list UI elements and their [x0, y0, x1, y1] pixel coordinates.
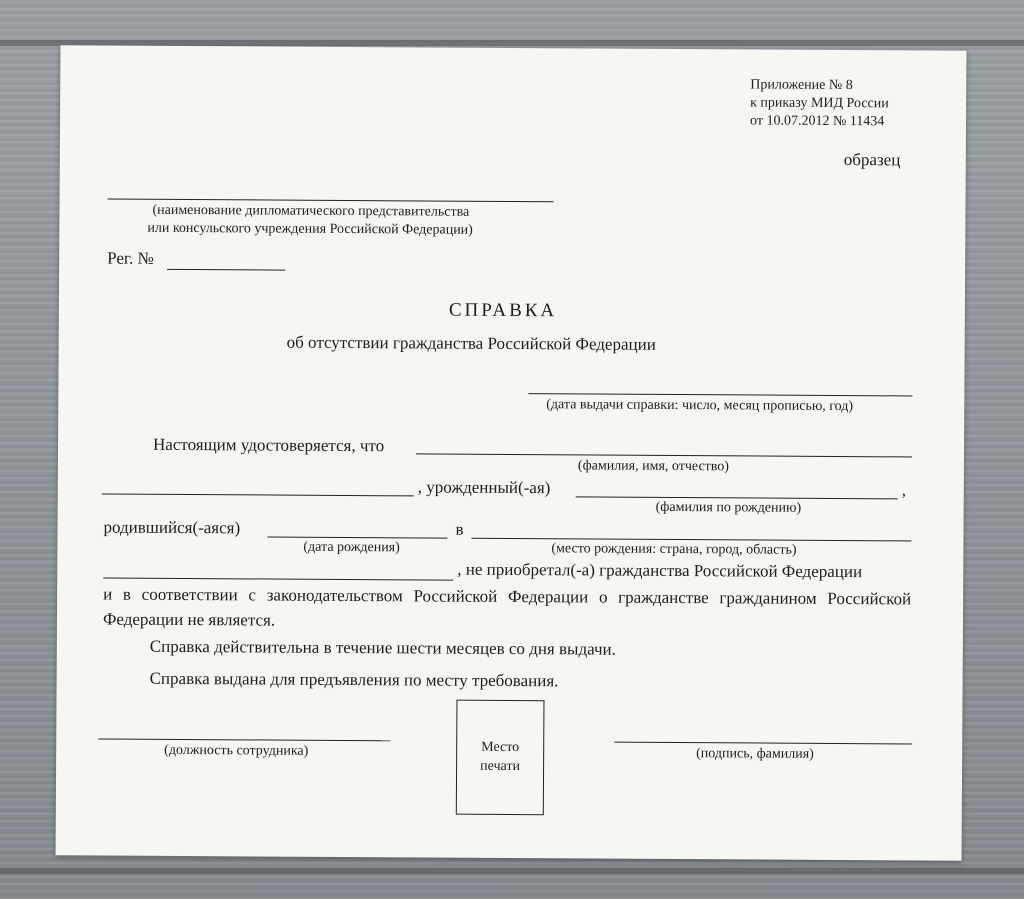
document-title: СПРАВКА [448, 299, 558, 322]
appendix-line-3: от 10.07.2012 № 11434 [749, 113, 885, 130]
document-subtitle: об отсутствии гражданства Российской Федерации [286, 332, 656, 354]
issue-date-caption: (дата выдачи справки: число, месяц прописью, год) [546, 397, 854, 415]
in-label: в [455, 519, 464, 539]
additional-info-line [103, 578, 453, 581]
reg-number-label: Рег. № [107, 248, 154, 268]
issue-date-line [528, 393, 912, 396]
law-paragraph: и в соответствии с законодательством Российской Федерации о гражданстве гражданином Российской Федерации не является. [102, 584, 912, 630]
birth-date-caption: (дата рождения) [303, 539, 400, 556]
fio-caption: (фамилия, имя, отчество) [577, 458, 730, 475]
birth-place-line [471, 538, 911, 542]
birth-date-line [267, 537, 447, 539]
not-acquired-text: , не приобретал(-а) гражданства Российской Федерации [457, 559, 863, 582]
wood-plank-gap-bottom [0, 868, 1024, 874]
institution-name-line [108, 199, 554, 203]
birth-place-caption: (место рождения: страна, город, область) [551, 541, 797, 558]
birth-name-comma: , [901, 480, 907, 500]
born-as-label: , урожденный(-ая) [417, 477, 551, 498]
birth-name-caption: (фамилия по рождению) [655, 499, 802, 516]
institution-caption-line-2: или консульского учреждения Российской Федерации) [147, 220, 473, 238]
signature-caption: (подпись, фамилия) [696, 746, 814, 762]
position-caption: (должность сотрудника) [164, 742, 309, 759]
stamp-area [456, 700, 545, 816]
appendix-line-1: Приложение № 8 [750, 77, 853, 94]
appendix-line-2: к приказу МИД России [750, 95, 889, 112]
birth-name-line [576, 496, 898, 499]
certificate-document [56, 45, 967, 861]
born-label: родившийся(-аяся) [103, 517, 241, 538]
stamp-label-line-2: печати [480, 758, 521, 775]
validity-text: Справка действительна в течение шести месяцев со дня выдачи. [149, 636, 616, 659]
position-line [98, 738, 390, 741]
fio-line [416, 453, 912, 457]
institution-caption-line-1: (наименование дипломатического представительства [152, 202, 470, 220]
sample-label: образец [843, 150, 901, 170]
purpose-text: Справка выдана для предъявления по месту требования. [149, 668, 559, 691]
reg-number-line [167, 269, 285, 271]
stamp-label-line-1: Место [481, 739, 520, 756]
signature-line [614, 742, 912, 745]
certify-prefix: Настоящим удостоверяется, что [152, 434, 385, 456]
fio-continuation-line [102, 494, 414, 497]
